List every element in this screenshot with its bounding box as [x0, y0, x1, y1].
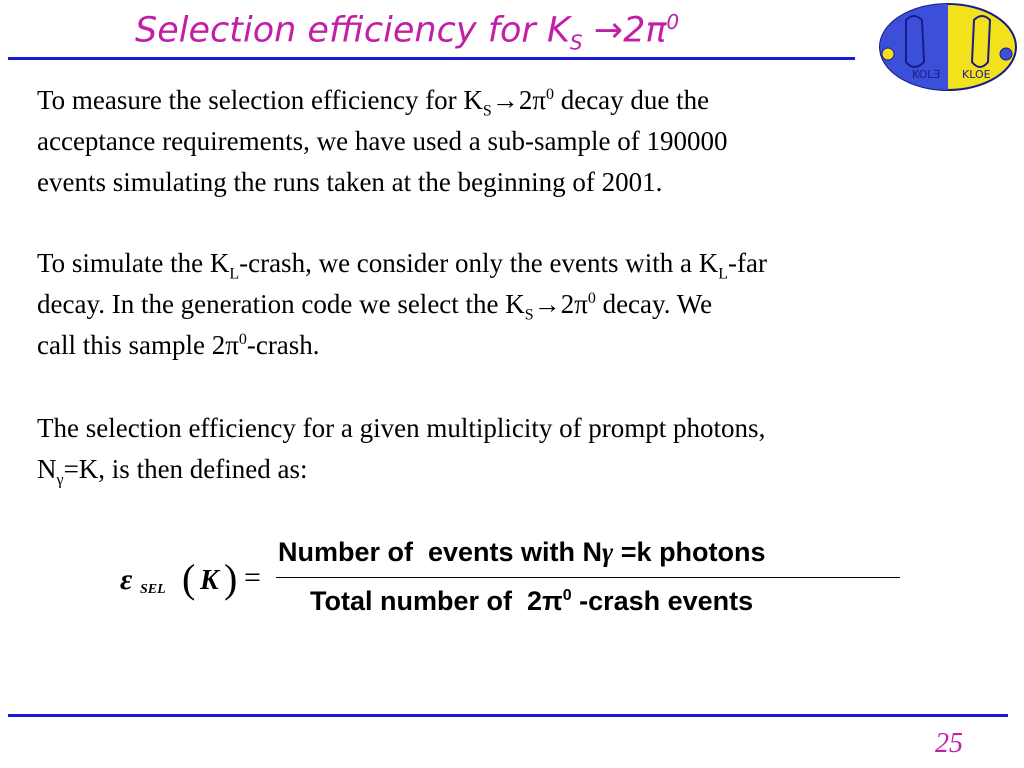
paragraph-2	[37, 243, 767, 366]
p1-l1b: →2π	[491, 85, 546, 115]
p2-l2a: decay. In the generation code we select the K	[37, 289, 525, 319]
p3-line-2	[37, 449, 765, 490]
p2-l2sub: S	[524, 306, 534, 324]
fraction-denominator	[310, 586, 753, 617]
p2-l2c: decay. We	[595, 289, 713, 319]
denominator-text-b: -crash events	[571, 586, 754, 616]
p2-l1a: To simulate the K	[37, 248, 230, 278]
p2-l1sub1: L	[229, 265, 240, 283]
slide-title	[135, 10, 679, 55]
numerator-text-b: =k photons	[613, 537, 766, 567]
p2-l2b: →2π	[533, 289, 588, 319]
p3-l2sub: γ	[56, 471, 64, 489]
paragraph-3	[37, 408, 765, 490]
epsilon-subscript: SEL	[140, 582, 166, 597]
right-paren: )	[224, 556, 238, 601]
p3-l2b: =K, is then defined as:	[63, 454, 308, 484]
title-sub: S	[569, 30, 583, 55]
title-sup: 0	[666, 10, 680, 34]
bottom-divider	[8, 714, 1008, 717]
p1-l1c: decay due the	[553, 85, 710, 115]
title-arrow: →	[593, 10, 624, 51]
p3-l2a: N	[37, 454, 57, 484]
p2-l3b: -crash.	[246, 330, 320, 360]
title-text: Selection efficiency for K	[135, 10, 570, 51]
page-number: 25	[935, 728, 963, 759]
left-paren: (	[182, 556, 196, 601]
efficiency-formula	[118, 535, 918, 625]
logo-right-text: KLOE	[962, 68, 991, 81]
numerator-text-a: Number of events with N	[278, 537, 603, 567]
p2-line-3	[37, 325, 767, 366]
epsilon-symbol: ε	[120, 563, 133, 596]
p1-line-3: events simulating the runs taken at the beginning of 2001.	[37, 167, 663, 197]
p2-l1c: -far	[728, 248, 767, 278]
p1-l1a: To measure the selection efficiency for K	[37, 85, 483, 115]
p2-l3a: call this sample 2π	[37, 330, 239, 360]
p1-line-1	[37, 80, 727, 121]
p1-l1sub: S	[482, 102, 492, 120]
p2-l1b: -crash, we consider only the events with a K	[239, 248, 719, 278]
numerator-gamma: γ	[602, 537, 614, 567]
title-rest: 2π	[623, 10, 667, 51]
p2-l3sup: 0	[238, 331, 247, 348]
fraction-bar	[276, 577, 900, 578]
paragraph-1	[37, 80, 727, 203]
kloe-logo	[878, 2, 1018, 92]
p3-line-1: The selection efficiency for a given multiplicity of prompt photons,	[37, 413, 766, 443]
denominator-sup: 0	[562, 587, 572, 604]
top-divider	[8, 57, 855, 60]
p1-l1sup: 0	[545, 86, 554, 103]
p2-line-1	[37, 243, 767, 284]
p2-line-2	[37, 284, 767, 325]
fraction-numerator	[278, 537, 766, 568]
p1-line-2: acceptance requirements, we have used a sub-sample of 190000	[37, 126, 728, 156]
denominator-text-a: Total number of 2π	[310, 586, 563, 616]
p2-l1sub2: L	[718, 265, 728, 283]
equals-sign: =	[244, 561, 261, 594]
logo-left-text: KOLƎ	[912, 68, 941, 81]
p2-l2sup: 0	[587, 290, 596, 307]
formula-argument: K	[200, 565, 219, 596]
